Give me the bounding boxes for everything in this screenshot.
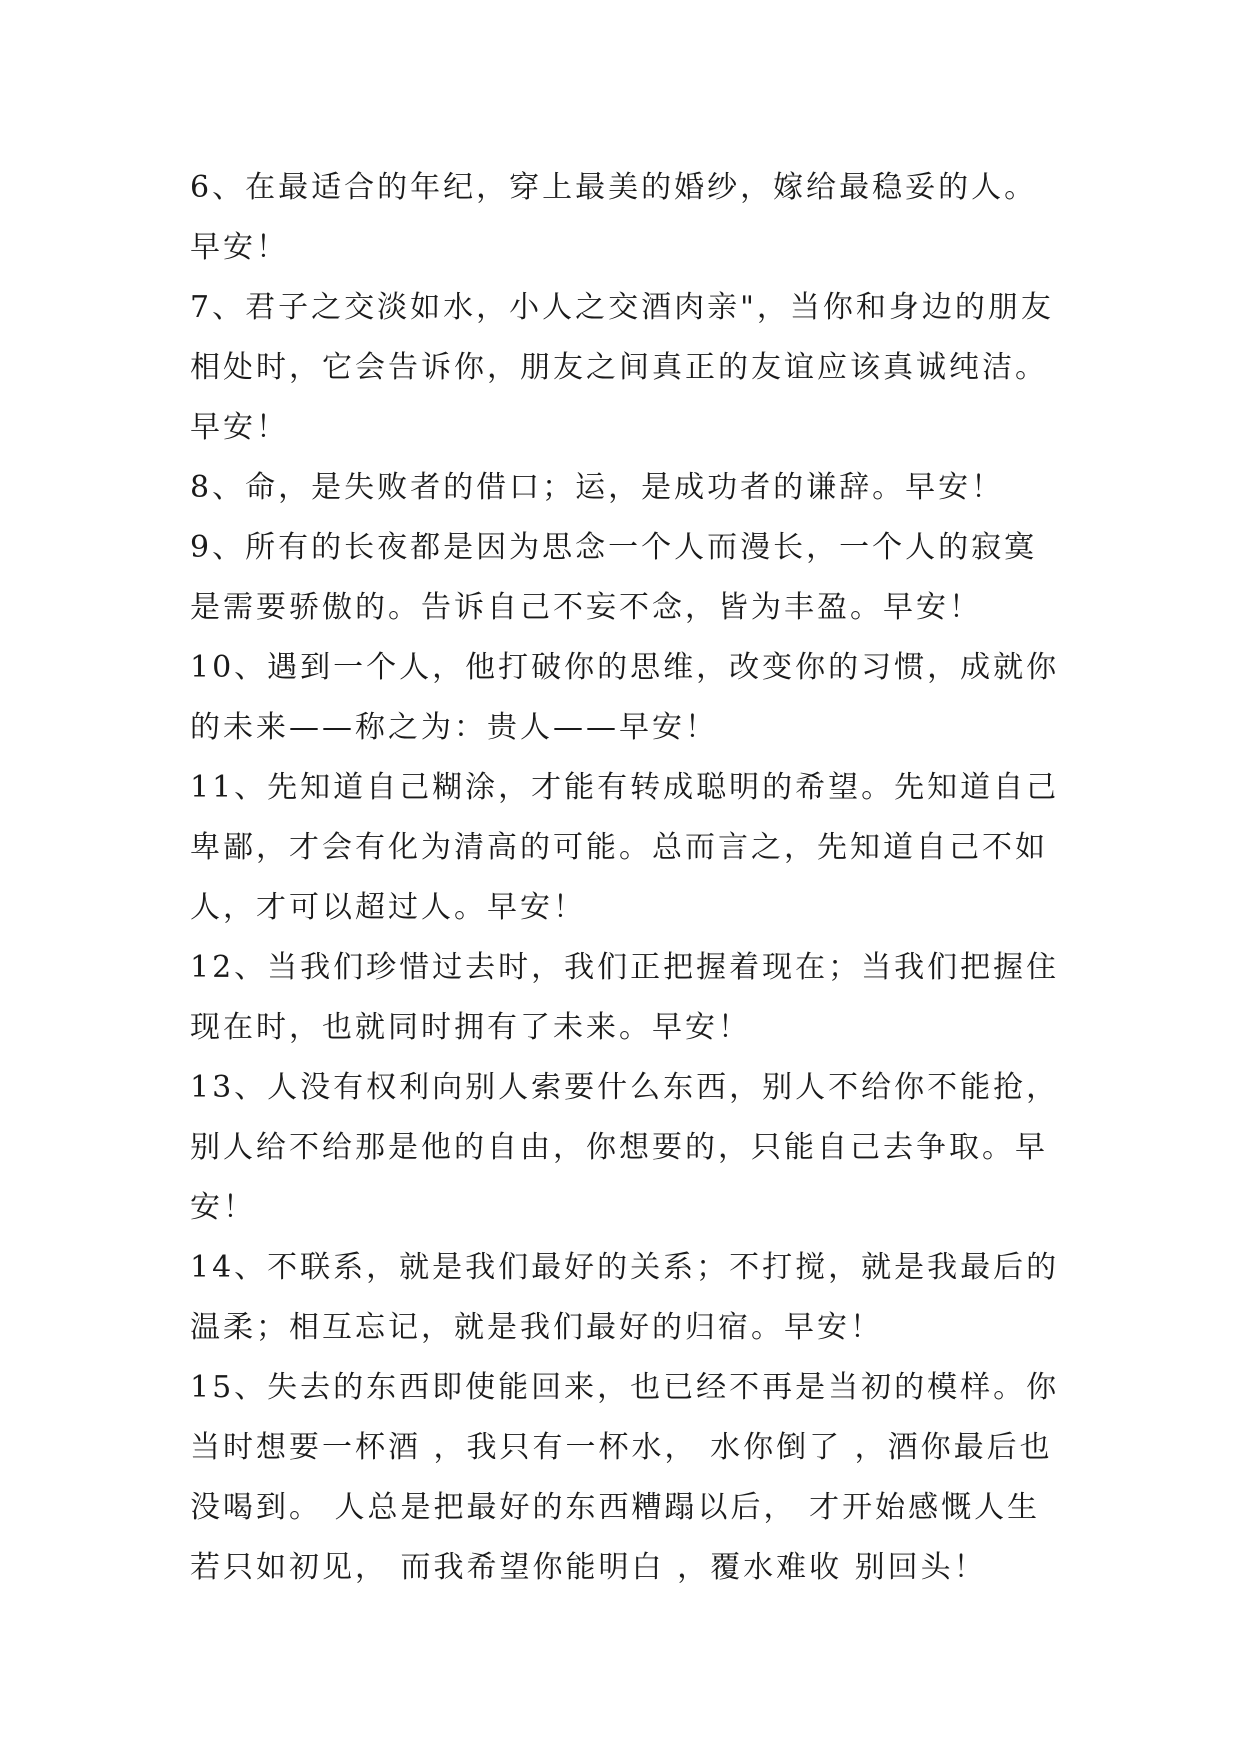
paragraph-10: 10、遇到一个人，他打破你的思维，改变你的习惯，成就你的未来——称之为：贵人——早安！ [190,650,1060,745]
document-body [190,158,1070,1598]
paragraph-12: 12、当我们珍惜过去时，我们正把握着现在；当我们把握住现在时，也就同时拥有了未来。早安！ [190,950,1060,1045]
paragraph-15: 15、失去的东西即使能回来，也已经不再是当初的模样。你当时想要一杯酒 ，我只有一杯水， 水你倒了 ，酒你最后也没喝到。 人总是把最好的东西糟蹋以后， 才开始感慨人生若只如初见， 而我希望你能明白 ，覆水难收 别回头！ [190,1370,1060,1585]
paragraph-7: 7、君子之交淡如水，小人之交酒肉亲"，当你和身边的朋友相处时，它会告诉你，朋友之间真正的友谊应该真诚纯洁。早安！ [190,290,1054,445]
paragraph-9: 9、所有的长夜都是因为思念一个人而漫长，一个人的寂寞是需要骄傲的。告诉自己不妄不念，皆为丰盈。早安！ [190,530,1038,625]
paragraph-11: 11、先知道自己糊涂，才能有转成聪明的希望。先知道自己卑鄙，才会有化为清高的可能。总而言之，先知道自己不如人，才可以超过人。早安！ [190,770,1060,925]
paragraph-8: 8、命，是失败者的借口；运，是成功者的谦辞。早安！ [190,470,1005,505]
paragraph-6: 6、在最适合的年纪，穿上最美的婚纱，嫁给最稳妥的人。早安！ [190,170,1038,265]
paragraph-14: 14、不联系，就是我们最好的关系；不打搅，就是我最后的温柔；相互忘记，就是我们最好的归宿。早安！ [190,1250,1060,1345]
paragraph-13: 13、人没有权利向别人索要什么东西，别人不给你不能抢，别人给不给那是他的自由，你想要的，只能自己去争取。早安！ [190,1070,1060,1225]
